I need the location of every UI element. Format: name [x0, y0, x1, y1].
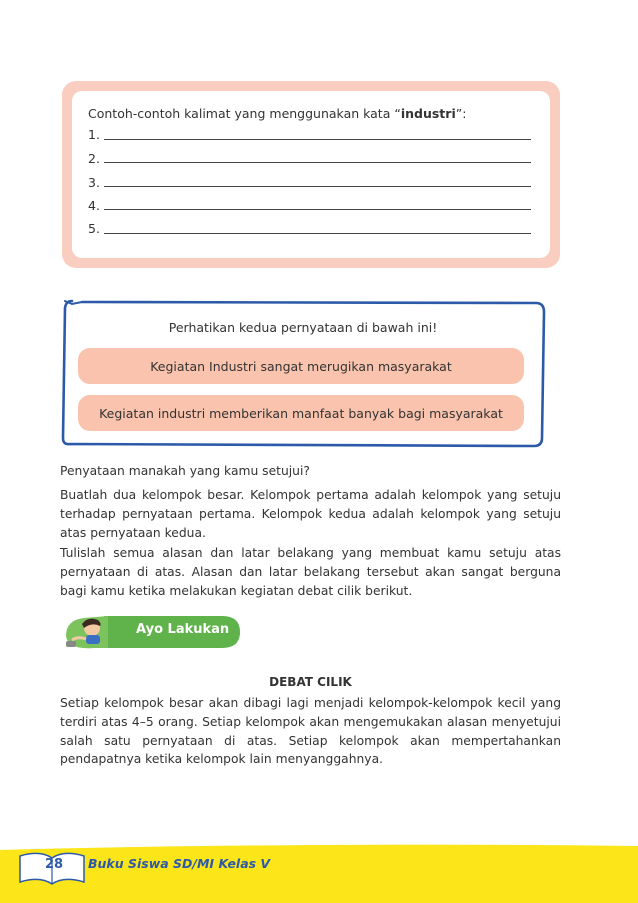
- groups-text: Buatlah dua kelompok besar. Kelompok pertama adalah kelompok yang setuju terhadap pernyataan pertama. Kelompok kedua adalah kelompok yang setuju atas pernyataan kedua.: [60, 488, 561, 540]
- statements-title: Perhatikan kedua pernyataan di bawah ini!: [168, 320, 438, 335]
- page-number: 28: [44, 857, 64, 872]
- debate-text: Setiap kelompok besar akan dibagi lagi menjadi kelompok-kelompok kecil yang terdiri atas 4–5 orang. Setiap kelompok akan mengemukakan alasan menyetujui salah satu pernyataan di atas. Setiap kelompok akan mempertahankan pendapatnya ketika kelompok lain menyanggahnya.: [60, 696, 561, 767]
- debate-title: DEBAT CILIK: [269, 675, 352, 689]
- ayo-lakukan-label: Ayo Lakukan: [136, 622, 230, 637]
- keyword-industri: industri: [400, 106, 456, 121]
- example-number-4: 4.: [88, 198, 100, 213]
- question-text: Penyataan manakah yang kamu setujui?: [60, 464, 310, 478]
- example-number-3: 3.: [88, 175, 100, 190]
- write-reasons-text: Tulislah semua alasan dan latar belakang yang membuat kamu setuju atas pernyataan di atas. Alasan dan latar belakang tersebut akan sangat berguna bagi kamu ketika melakukan kegiatan debat cilik berikut.: [60, 546, 561, 598]
- examples-title: Contoh-contoh kalimat yang menggunakan kata “industri”:: [88, 106, 467, 121]
- book-title: Buku Siswa SD/MI Kelas V: [88, 856, 271, 871]
- answer-line-3[interactable]: [104, 186, 531, 187]
- example-number-5: 5.: [88, 221, 100, 236]
- answer-line-1[interactable]: [104, 139, 531, 140]
- statement-2: Kegiatan industri memberikan manfaat banyak bagi masyarakat: [78, 395, 524, 431]
- answer-line-5[interactable]: [104, 233, 531, 234]
- answer-line-4[interactable]: [104, 209, 531, 210]
- example-number-2: 2.: [88, 151, 100, 166]
- example-number-1: 1.: [88, 127, 100, 142]
- answer-line-2[interactable]: [104, 162, 531, 163]
- statement-1: Kegiatan Industri sangat merugikan masyarakat: [78, 348, 524, 384]
